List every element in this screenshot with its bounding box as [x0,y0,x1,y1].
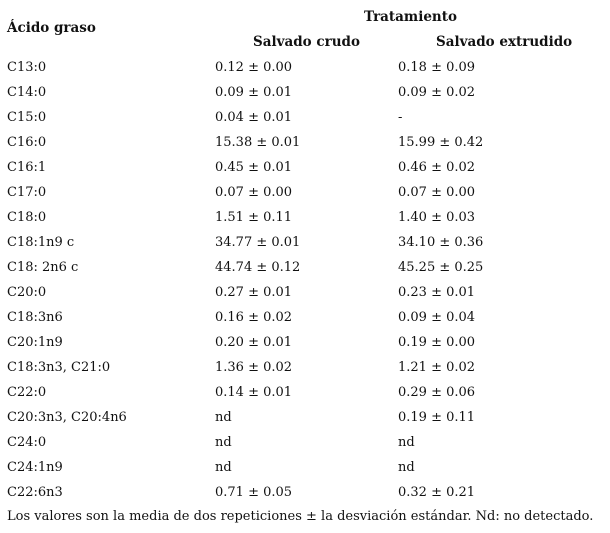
cell-extruded-bran: 0.07 ± 0.00 [398,185,476,200]
cell-extruded-bran: 0.29 ± 0.06 [398,385,476,400]
cell-extruded-bran: 0.19 ± 0.00 [398,335,476,350]
cell-fatty-acid: C15:0 [7,110,47,125]
cell-fatty-acid: C18: 2n6 c [7,260,79,275]
table-row [0,81,610,106]
cell-fatty-acid: C18:0 [7,210,47,225]
cell-raw-bran: nd [215,435,232,450]
cell-fatty-acid: C24:0 [7,435,47,450]
table-body [0,56,610,506]
column-header-extruded-bran: Salvado extrudido [436,34,573,50]
table-row [0,56,610,81]
cell-raw-bran: 0.71 ± 0.05 [215,485,293,500]
table-row [0,131,610,156]
table-row [0,106,610,131]
cell-extruded-bran: 0.18 ± 0.09 [398,60,476,75]
cell-fatty-acid: C20:3n3, C20:4n6 [7,410,127,425]
cell-extruded-bran: 1.40 ± 0.03 [398,210,476,225]
cell-extruded-bran: 45.25 ± 0.25 [398,260,484,275]
cell-fatty-acid: C13:0 [7,60,47,75]
cell-extruded-bran: 15.99 ± 0.42 [398,135,484,150]
cell-extruded-bran: 34.10 ± 0.36 [398,235,484,250]
table-footnote: Los valores son la media de dos repeticiones ± la desviación estándar. Nd: no detectado. [7,509,594,524]
cell-fatty-acid: C22:0 [7,385,47,400]
cell-raw-bran: 34.77 ± 0.01 [215,235,301,250]
table-row [0,456,610,481]
cell-raw-bran: 1.51 ± 0.11 [215,210,293,225]
cell-extruded-bran: 0.09 ± 0.04 [398,310,476,325]
cell-raw-bran: 0.27 ± 0.01 [215,285,293,300]
cell-raw-bran: 0.16 ± 0.02 [215,310,293,325]
cell-fatty-acid: C16:0 [7,135,47,150]
cell-extruded-bran: - [398,110,403,125]
cell-extruded-bran: 0.23 ± 0.01 [398,285,476,300]
cell-raw-bran: 44.74 ± 0.12 [215,260,301,275]
cell-raw-bran: nd [215,410,232,425]
cell-fatty-acid: C22:6n3 [7,485,63,500]
column-header-raw-bran: Salvado crudo [253,34,360,50]
cell-extruded-bran: 0.09 ± 0.02 [398,85,476,100]
cell-fatty-acid: C18:1n9 c [7,235,75,250]
cell-raw-bran: 0.12 ± 0.00 [215,60,293,75]
cell-raw-bran: 0.14 ± 0.01 [215,385,293,400]
cell-raw-bran: 0.20 ± 0.01 [215,335,293,350]
cell-fatty-acid: C16:1 [7,160,47,175]
cell-fatty-acid: C14:0 [7,85,47,100]
cell-raw-bran: 1.36 ± 0.02 [215,360,293,375]
table-row [0,156,610,181]
cell-extruded-bran: 0.19 ± 0.11 [398,410,476,425]
table-row [0,256,610,281]
table-row [0,381,610,406]
cell-raw-bran: 15.38 ± 0.01 [215,135,301,150]
table-row [0,206,610,231]
cell-extruded-bran: 0.46 ± 0.02 [398,160,476,175]
table-row [0,331,610,356]
cell-raw-bran: 0.07 ± 0.00 [215,185,293,200]
table-row [0,406,610,431]
cell-raw-bran: 0.04 ± 0.01 [215,110,293,125]
cell-raw-bran: 0.45 ± 0.01 [215,160,293,175]
table-row [0,306,610,331]
table-row [0,481,610,506]
cell-fatty-acid: C20:1n9 [7,335,63,350]
table-row [0,356,610,381]
cell-raw-bran: 0.09 ± 0.01 [215,85,293,100]
column-group-header-treatment: Tratamiento [364,9,457,25]
cell-fatty-acid: C24:1n9 [7,460,63,475]
cell-raw-bran: nd [215,460,232,475]
table-row [0,181,610,206]
cell-extruded-bran: 1.21 ± 0.02 [398,360,476,375]
cell-fatty-acid: C20:0 [7,285,47,300]
cell-fatty-acid: C18:3n6 [7,310,63,325]
cell-extruded-bran: 0.32 ± 0.21 [398,485,476,500]
cell-fatty-acid: C17:0 [7,185,47,200]
cell-fatty-acid: C18:3n3, C21:0 [7,360,111,375]
column-header-fatty-acid: Ácido graso [7,20,96,36]
table-row [0,281,610,306]
table-row [0,431,610,456]
cell-extruded-bran: nd [398,435,415,450]
table-row [0,231,610,256]
cell-extruded-bran: nd [398,460,415,475]
